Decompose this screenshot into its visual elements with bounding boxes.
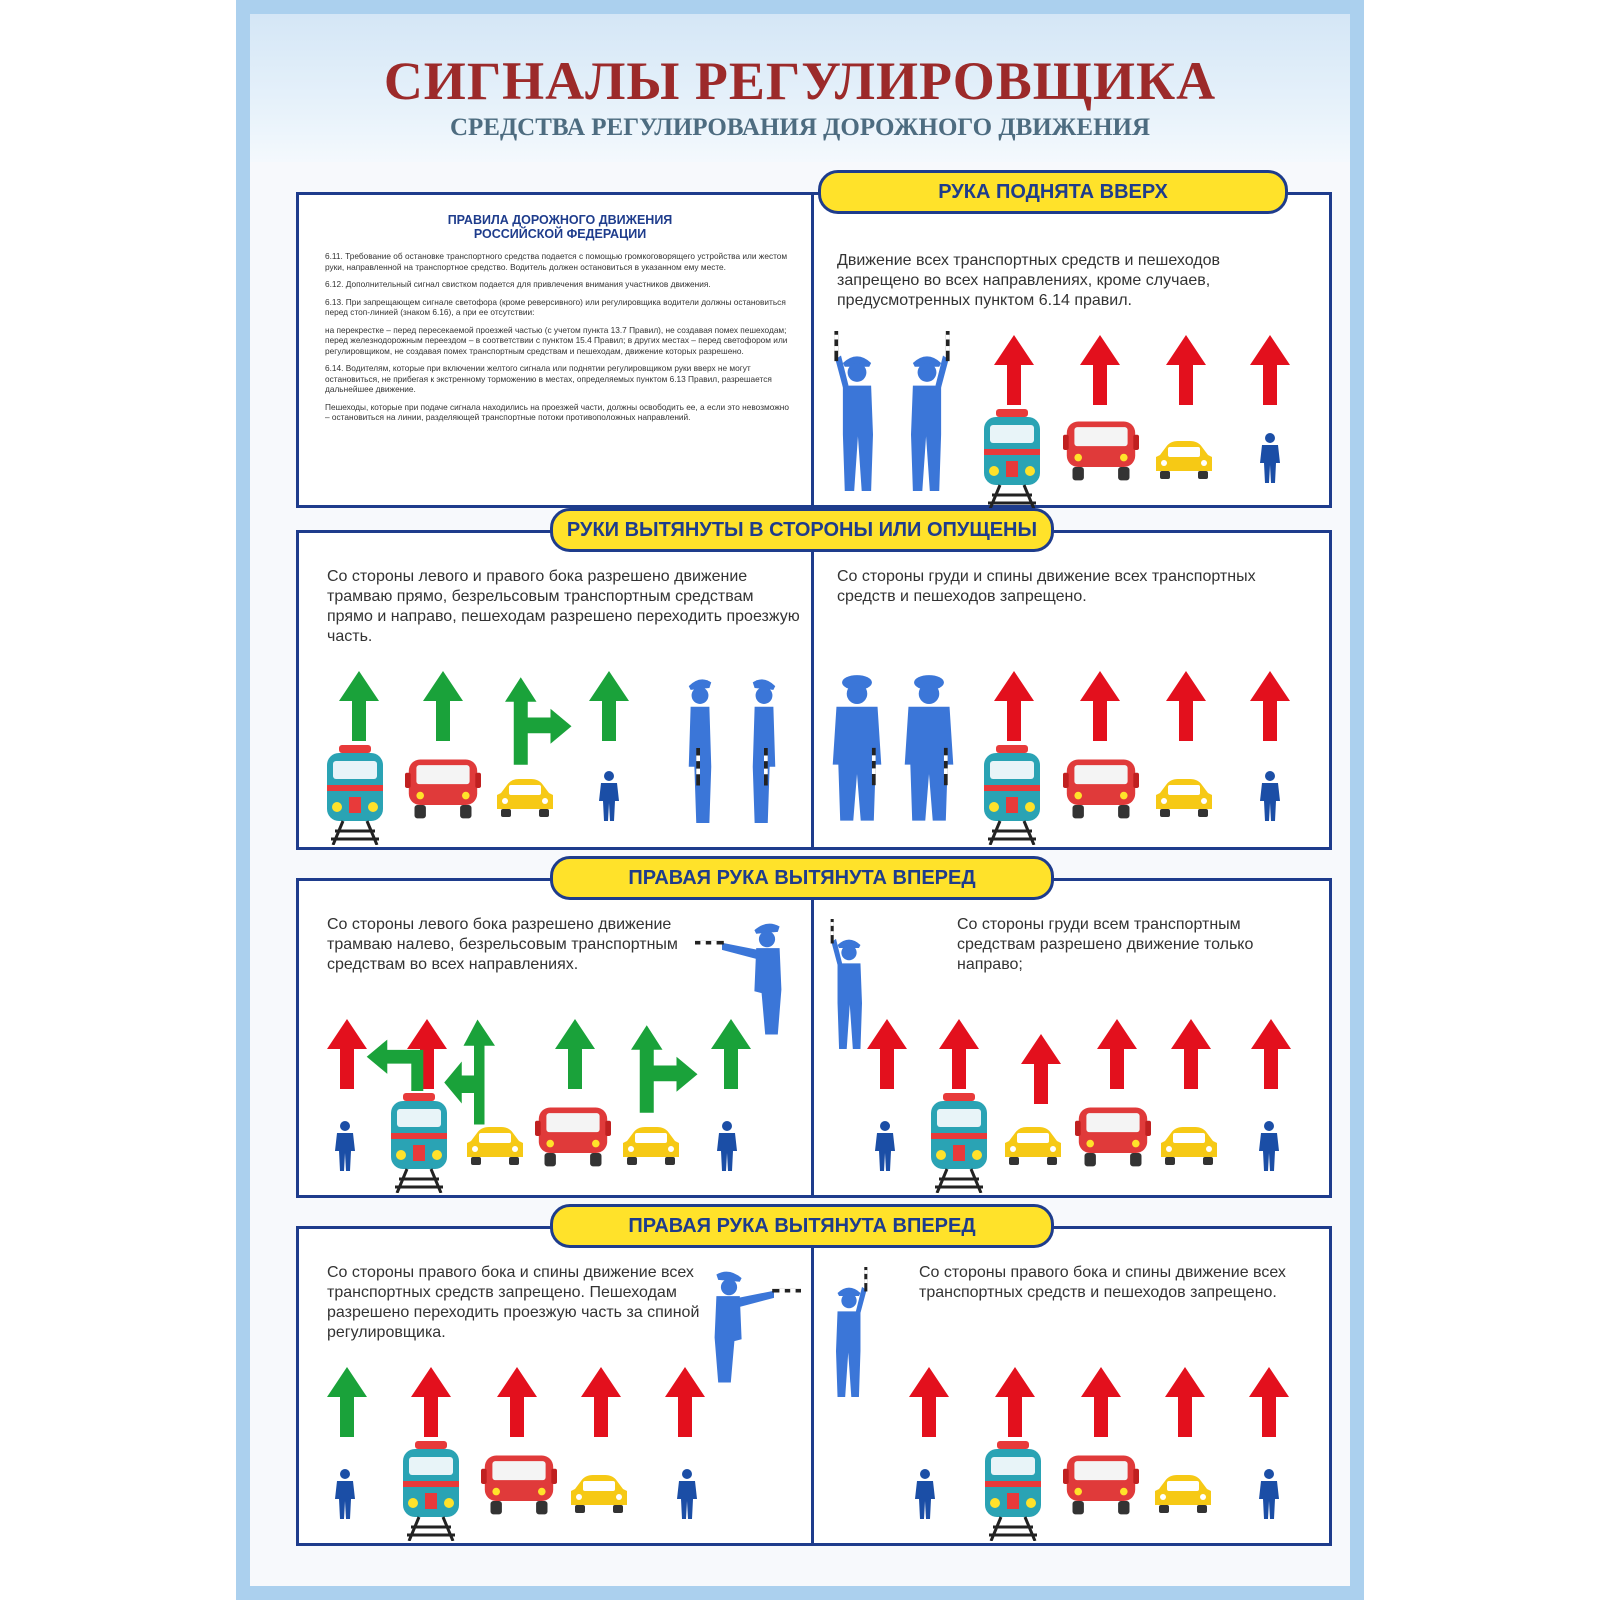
car-icon	[1156, 441, 1212, 479]
arrow-green-icon	[555, 1019, 595, 1089]
arrow-green-icon	[589, 671, 629, 741]
tram-icon	[984, 409, 1040, 509]
banner-right-arm-forward-1: ПРАВАЯ РУКА ВЫТЯНУТА ВПЕРЕД	[550, 856, 1054, 900]
car-icon	[497, 779, 553, 817]
section4-right-text: Со стороны правого бока и спины движение всех транспортных средств и пешеходов запрещено.	[919, 1264, 1286, 1301]
arrow-red-icon	[665, 1367, 705, 1437]
arrow-red-icon	[1249, 1367, 1289, 1437]
section-arms-sideways	[296, 530, 1332, 850]
pedestrian-icon	[717, 1121, 737, 1171]
tram-icon	[985, 1441, 1041, 1541]
arrow-red-icon	[1166, 671, 1206, 741]
section1-right-text: Движение всех транспортных средств и пешеходов запрещено во всех направлениях, кроме случаев, предусмотренных пунктом 6.14 правил.	[837, 252, 1220, 309]
section2-scene	[299, 533, 1329, 849]
pedestrian-icon	[875, 1121, 895, 1171]
tram-icon	[931, 1093, 987, 1193]
pedestrian-icon	[1259, 1469, 1279, 1519]
officer-side-icon	[836, 1267, 867, 1397]
arrow-red-icon	[1081, 1367, 1121, 1437]
arrow-red-icon	[1080, 335, 1120, 405]
arrow-green-icon	[339, 671, 379, 741]
section3-scene	[299, 881, 1329, 1197]
arrow-green-icon	[711, 1019, 751, 1089]
officer-front-icon	[911, 331, 950, 491]
section2-right-text: Со стороны груди и спины движение всех транспортных средств и пешеходов запрещено.	[837, 568, 1256, 605]
poster-subtitle: СРЕДСТВА РЕГУЛИРОВАНИЯ ДОРОЖНОГО ДВИЖЕНИЯ	[449, 114, 1151, 141]
section-right-arm-forward-2	[296, 1226, 1332, 1546]
rule-6-14-pedestrians: Пешеходы, которые при подаче сигнала находились на проезжей части, должны освободить ее, а если это невозможно – остановиться на линии, разделяющей транспортные потоки противоположных направлений.	[325, 401, 789, 422]
arrow-red-icon	[1250, 335, 1290, 405]
pedestrian-icon	[335, 1469, 355, 1519]
arrow-red-icon	[1097, 1019, 1137, 1089]
banner-hand-raised: РУКА ПОДНЯТА ВВЕРХ	[818, 170, 1288, 214]
arrow-red-icon	[994, 671, 1034, 741]
arrow-red-icon	[909, 1367, 949, 1437]
bus-icon	[1063, 1455, 1139, 1514]
tram-icon	[391, 1093, 447, 1193]
section-hand-raised	[296, 192, 1332, 508]
poster-title: СИГНАЛЫ РЕГУЛИРОВЩИКА	[383, 51, 1217, 111]
car-icon	[1005, 1127, 1061, 1165]
tram-icon	[403, 1441, 459, 1541]
tram-icon	[984, 745, 1040, 845]
poster-content	[250, 162, 1350, 1586]
officer-back-icon	[905, 675, 954, 821]
section1-scene	[299, 195, 1329, 505]
section4-left-text: Со стороны правого бока и спины движение всех транспортных средств запрещено. Пешеходам разрешено переходить проезжую часть за спиной регулировщика.	[327, 1264, 700, 1341]
bus-icon	[1063, 421, 1139, 480]
arrow-red-icon	[1251, 1019, 1291, 1089]
car-icon	[467, 1127, 523, 1165]
arrow-red-icon	[939, 1019, 979, 1089]
arrow-red-icon	[1171, 1019, 1211, 1089]
section3-left-text: Со стороны левого бока разрешено движение трамваю налево, безрельсовым транспортным средствам во всех направлениях.	[327, 916, 678, 973]
pedestrian-icon	[1260, 433, 1280, 483]
pedestrian-icon	[677, 1469, 697, 1519]
arrow-red-icon	[1080, 671, 1120, 741]
officer-side-icon	[689, 679, 712, 823]
arrow-red-icon	[411, 1367, 451, 1437]
arrow-red-icon	[327, 1019, 367, 1089]
pedestrian-icon	[1260, 771, 1280, 821]
bus-icon	[1063, 759, 1139, 818]
bus-icon	[481, 1455, 557, 1514]
poster-header	[250, 14, 1350, 162]
car-icon	[1161, 1127, 1217, 1165]
arrow-red-icon	[1250, 671, 1290, 741]
bus-icon	[405, 759, 481, 818]
officer-front-icon	[831, 919, 862, 1049]
arrow-red-icon	[1166, 335, 1206, 405]
rule-6-13-details: на перекрестке – перед пересекаемой проезжей частью (с учетом пункта 13.7 Правил), не создавая помех пешеходам; перед железнодорожным переездом – в соответствии с пунктом 15.4 Правил; в других местах – перед светофором или регулировщиком, не создавая помех транспортным средствам и пешеходам, движение которых разрешено.	[325, 324, 788, 356]
section-right-arm-forward-1	[296, 878, 1332, 1198]
pedestrian-icon	[335, 1121, 355, 1171]
arrow-green-icon	[327, 1367, 367, 1437]
officer-front-icon	[833, 675, 882, 821]
car-icon	[1156, 779, 1212, 817]
rule-6-13: 6.13. При запрещающем сигнале светофора (кроме реверсивного) или регулировщика водители должны остановиться перед стоп-линией (знаком 6.16), а при ее отсутствии:	[325, 296, 786, 317]
bus-icon	[1075, 1107, 1151, 1166]
arrow-red-icon	[1021, 1034, 1061, 1104]
tram-icon	[327, 745, 383, 845]
arrow-red-icon	[581, 1367, 621, 1437]
section2-left-text: Со стороны левого и правого бока разрешено движение трамваю прямо, безрельсовым транспортным средствам прямо и направо, пешеходам разрешено переходить проезжую часть.	[327, 568, 800, 645]
arrow-green-uturn-icon	[444, 1020, 495, 1125]
arrow-green-icon	[423, 671, 463, 741]
banner-right-arm-forward-2: ПРАВАЯ РУКА ВЫТЯНУТА ВПЕРЕД	[550, 1204, 1054, 1248]
arrow-green-turn-icon	[631, 1025, 698, 1113]
car-icon	[1155, 1475, 1211, 1513]
rule-6-11: 6.11. Требование об остановке транспортного средства подается с помощью громкоговорящего устройства или жестом руки, направленной на транспортное средство. Водитель должен остановиться в указанном ему месте.	[325, 251, 788, 272]
car-icon	[623, 1127, 679, 1165]
banner-arms-sideways: РУКИ ВЫТЯНУТЫ В СТОРОНЫ ИЛИ ОПУЩЕНЫ	[550, 508, 1054, 552]
rule-6-14: 6.14. Водителям, которые при включении желтого сигнала или поднятии регулировщиком руки вверх не могут остановиться, не прибегая к экстренному торможению в местах, определяемых пунктом 6.13 Правил, разрешается дальнейшее движение.	[325, 363, 772, 394]
bus-icon	[535, 1107, 611, 1166]
pedestrian-icon	[1259, 1121, 1279, 1171]
rules-title: ПРАВИЛА ДОРОЖНОГО ДВИЖЕНИЯ РОССИЙСКОЙ ФЕДЕРАЦИИ	[447, 213, 673, 241]
pedestrian-icon	[915, 1469, 935, 1519]
arrow-red-icon	[995, 1367, 1035, 1437]
officer-side-icon	[753, 679, 776, 823]
officer-arm-forward-icon	[695, 924, 781, 1035]
arrow-green-turn-icon	[505, 677, 572, 765]
section3-right-text: Со стороны груди всем транспортным средствам разрешено движение только направо;	[957, 916, 1254, 973]
arrow-red-icon	[994, 335, 1034, 405]
arrow-red-icon	[867, 1019, 907, 1089]
officer-arm-forward-icon	[715, 1272, 801, 1383]
arrow-red-icon	[497, 1367, 537, 1437]
rule-6-12: 6.12. Дополнительный сигнал свистком подается для привлечения внимания участников движения.	[325, 279, 711, 289]
poster	[236, 0, 1364, 1600]
section4-scene	[299, 1229, 1329, 1545]
arrow-red-icon	[1165, 1367, 1205, 1437]
car-icon	[571, 1475, 627, 1513]
officer-back-icon	[834, 331, 873, 491]
pedestrian-icon	[599, 771, 619, 821]
